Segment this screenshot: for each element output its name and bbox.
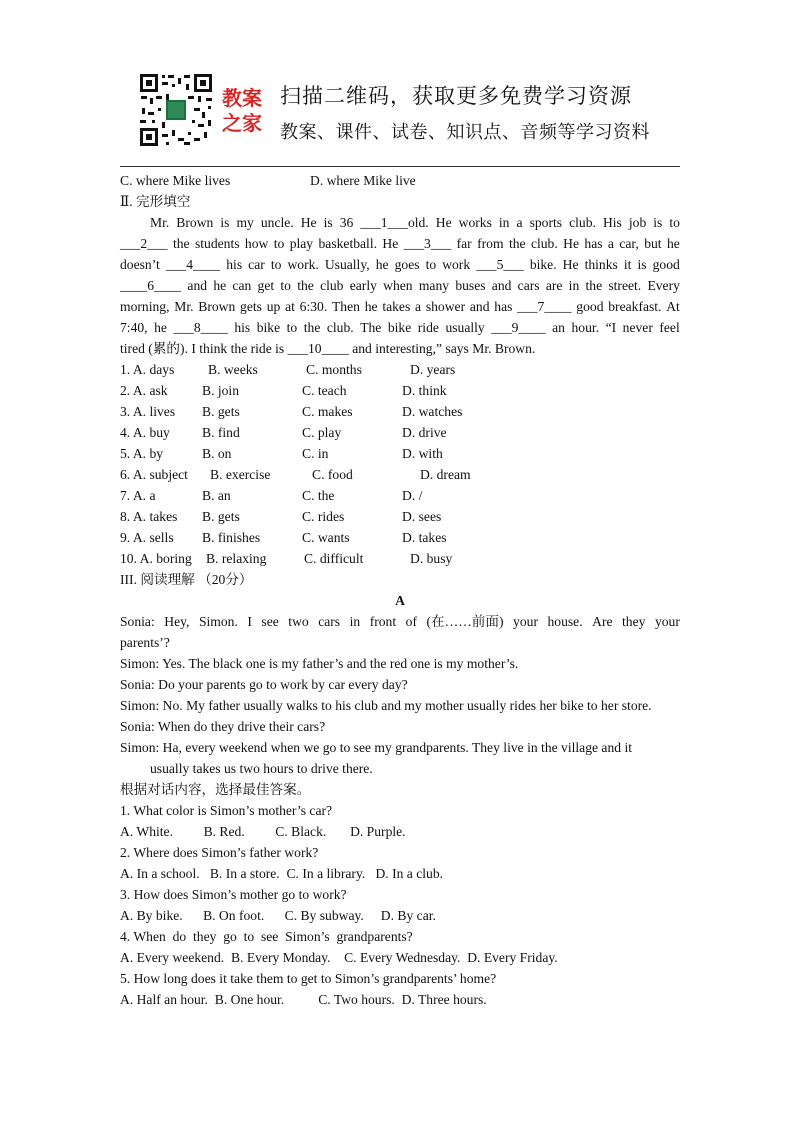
passage-word: car, — [619, 236, 639, 251]
brand-logo: 教案 之家 — [222, 86, 262, 135]
option-choice: 5. A. by — [120, 446, 164, 461]
passage-word: He — [382, 236, 399, 251]
option-choice: C. the — [302, 488, 335, 503]
passage-word: to — [273, 236, 285, 251]
option-choice: D. / — [402, 488, 423, 503]
question-answer-options: A. Half an hour. B. One hour. C. Two hours. D. Three hours. — [120, 992, 487, 1007]
passage-word: usually — [445, 320, 485, 335]
passage-word: in — [498, 215, 510, 230]
passage-word: get — [257, 278, 275, 293]
passage-word: club. — [530, 236, 558, 251]
passage-word: has — [584, 236, 603, 251]
cloze-option-row — [120, 548, 680, 569]
dialog-line: parents’? — [120, 635, 170, 650]
option-choice: C. food — [312, 467, 353, 482]
passage-word: club. — [569, 215, 596, 230]
passage-word: an — [552, 320, 565, 335]
dialog-word: your — [654, 614, 680, 629]
passage-word: works — [458, 215, 492, 230]
dialog-word: in — [349, 614, 361, 629]
option-choice: B. gets — [202, 404, 240, 419]
option-choice: 10. A. boring — [120, 551, 192, 566]
passage-word: club — [320, 278, 344, 293]
passage-word: a — [607, 236, 614, 251]
passage-word: hour. — [571, 320, 600, 335]
passage-word: sports — [529, 215, 563, 230]
option-choice: C. difficult — [304, 551, 364, 566]
option-choice: D. drive — [402, 425, 447, 440]
passage-word: breakfast. — [608, 299, 662, 314]
passage-word: uncle. — [260, 215, 294, 230]
passage-word: and — [491, 278, 512, 293]
passage-word: takes — [382, 299, 411, 314]
dialog-word: see — [261, 614, 279, 629]
option-choice: B. relaxing — [206, 551, 267, 566]
dialog-line-continuation: usually takes us two hours to drive there. — [150, 761, 373, 776]
passage-word: he — [154, 320, 167, 335]
cloze-option-row — [120, 359, 680, 380]
passage-word: ___3___ — [403, 236, 452, 251]
question-text: 1. What color is Simon’s mother’s car? — [120, 803, 333, 818]
cloze-passage — [120, 212, 680, 338]
option-choice: C. makes — [302, 404, 353, 419]
passage-word: work. — [287, 257, 319, 272]
option-choice: B. find — [202, 425, 240, 440]
passage-word: street. — [608, 278, 642, 293]
passage-word: ___4____ — [165, 257, 221, 272]
passage-word: ___7____ — [517, 299, 572, 314]
passage-word: far — [456, 236, 472, 251]
passage-word: students — [194, 236, 240, 251]
cloze-options-list — [120, 359, 680, 569]
passage-word: when — [383, 278, 413, 293]
passage-word: Mr. — [174, 299, 194, 314]
option-choice: 9. A. sells — [120, 530, 174, 545]
option-choice: 2. A. ask — [120, 383, 168, 398]
passage-word: how — [244, 236, 269, 251]
dialog-word: your — [513, 614, 538, 629]
passage-word: Usually, — [324, 257, 370, 272]
passage-word: morning, — [120, 299, 170, 314]
cloze-option-row — [120, 464, 680, 485]
passage-word: job — [628, 215, 647, 230]
passage-word: Then — [332, 299, 360, 314]
passage-word: early — [349, 278, 377, 293]
passage-word: basketball. — [318, 236, 378, 251]
passage-word: play — [289, 236, 314, 251]
passage-word: to — [669, 215, 680, 230]
option-choice: B. on — [202, 446, 232, 461]
passage-word: His — [602, 215, 622, 230]
option-choice: C. in — [302, 446, 329, 461]
option-choice: B. join — [202, 383, 240, 398]
passage-word: goes — [394, 257, 420, 272]
passage-word: a — [415, 299, 422, 314]
option-choice: D. with — [402, 446, 443, 461]
passage-word: bike. — [529, 257, 557, 272]
cloze-option-row — [120, 422, 680, 443]
option-choice: B. finishes — [202, 530, 261, 545]
option-choice: B. exercise — [210, 467, 271, 482]
passage-word: the — [585, 278, 603, 293]
passage-word: he — [364, 299, 378, 314]
passage-word: bike — [387, 320, 412, 335]
passage-word: the — [172, 236, 190, 251]
passage-word: He — [300, 215, 317, 230]
passage-word: ___1___old. — [360, 215, 429, 230]
passage-word: car — [248, 257, 265, 272]
option-choice: B. gets — [202, 509, 240, 524]
option-choice: C. wants — [302, 530, 350, 545]
passage-word: his — [234, 320, 251, 335]
cloze-option-row — [120, 401, 680, 422]
passage-word: good — [652, 257, 680, 272]
cloze-passage-line — [120, 254, 680, 275]
dialog-line: Simon: Ha, every weekend when we go to see my grandparents. They live in the village and it — [120, 740, 633, 755]
passage-word: cars — [517, 278, 540, 293]
dialog-word: house. — [547, 614, 583, 629]
dialog-word: front — [369, 614, 397, 629]
question-text: 2. Where does Simon’s father work? — [120, 845, 319, 860]
passage-word: at — [285, 299, 295, 314]
passage-word: is — [323, 215, 333, 230]
passage-word: is — [220, 215, 230, 230]
option-choice: 1. A. days — [120, 362, 175, 377]
passage-word: He — [562, 257, 579, 272]
cloze-passage-line — [120, 296, 680, 317]
passage-word: ____6____ — [120, 278, 182, 293]
passage-word: he — [375, 257, 389, 272]
option-choice: D. watches — [402, 404, 463, 419]
option-choice: D. sees — [402, 509, 442, 524]
section-title-cloze: Ⅱ. 完形填空 — [120, 194, 191, 209]
dialog-word: Simon. — [198, 614, 238, 629]
page-header — [138, 72, 678, 154]
question-text: 4. When do they go to see Simon’s grandparents? — [120, 929, 413, 944]
passage-word: he — [213, 278, 227, 293]
option-choice: 7. A. a — [120, 488, 156, 503]
cloze-option-row — [120, 380, 680, 401]
cloze-passage-line — [120, 212, 680, 233]
dialog-line: Sonia: When do they drive their cars? — [120, 719, 326, 734]
question-answer-options: A. By bike. B. On foot. C. By subway. D. By car. — [120, 908, 436, 923]
cloze-passage-line — [120, 233, 680, 254]
passage-word: from — [477, 236, 504, 251]
option-choice: 4. A. buy — [120, 425, 170, 440]
dialog-word: Hey, — [164, 614, 190, 629]
passage-word: 36 — [339, 215, 354, 230]
passage-word: shower — [425, 299, 466, 314]
cloze-passage-line — [120, 317, 680, 338]
passage-word: Brown — [176, 215, 214, 230]
option-choice: B. weeks — [208, 362, 258, 377]
option-choice: 8. A. takes — [120, 509, 178, 524]
cloze-option-row — [120, 443, 680, 464]
question-answer-options: A. Every weekend. B. Every Monday. C. Every Wednesday. D. Every Friday. — [120, 950, 558, 965]
passage-word: gets — [240, 299, 262, 314]
passage-word: ride — [417, 320, 439, 335]
passage-word: Every — [647, 278, 680, 293]
passage-word: it — [623, 257, 632, 272]
option-choice: D. takes — [402, 530, 447, 545]
passage-word: to — [286, 320, 298, 335]
passage-word: to — [425, 257, 437, 272]
passage-word: ___9____ — [491, 320, 546, 335]
passage-word: good — [576, 299, 604, 314]
passage-word: 7:40, — [120, 320, 148, 335]
dialog-lines — [120, 632, 680, 758]
passage-word: The — [360, 320, 382, 335]
passage-word: doesn’t — [120, 257, 160, 272]
passage-word: and — [469, 299, 490, 314]
option-choice: C. teach — [302, 383, 347, 398]
dialog-word: cars — [318, 614, 341, 629]
dialog-word: I — [247, 614, 252, 629]
passage-word: bike — [256, 320, 281, 335]
passage-word: up — [266, 299, 281, 314]
passage-word: the — [508, 236, 526, 251]
option-choice: B. an — [202, 488, 231, 503]
document-body — [120, 170, 680, 1010]
passage-word: buses — [455, 278, 486, 293]
dialog-word: of — [405, 614, 417, 629]
option-choice: D. dream — [420, 467, 471, 482]
question-answer-options: A. White. B. Red. C. Black. D. Purple. — [120, 824, 406, 839]
option-choice: D. years — [410, 362, 456, 377]
previous-question-options: C. where Mike lives D. where Mike live — [120, 173, 416, 188]
passage-word: a — [516, 215, 523, 230]
passage-word: feel — [659, 320, 680, 335]
passage-word: never — [622, 320, 653, 335]
dialog-word: Are — [592, 614, 613, 629]
dialog-word: they — [622, 614, 646, 629]
cloze-option-row — [120, 506, 680, 527]
qr-code-icon — [138, 72, 214, 148]
passage-word: club. — [326, 320, 354, 335]
cloze-passage-last-line: tired (累的). I think the ride is ___10____ and interesting,” says Mr. Brown. — [120, 341, 536, 356]
reading-part-label: A — [395, 593, 405, 608]
question-answer-options: A. In a school. B. In a store. C. In a library. D. In a club. — [120, 866, 444, 881]
passage-word: Brown — [198, 299, 236, 314]
question-text: 3. How does Simon’s mother go to work? — [120, 887, 347, 902]
passage-word: to — [280, 278, 291, 293]
dialog-word: two — [288, 614, 309, 629]
cloze-passage-line — [120, 275, 680, 296]
passage-word: 6:30. — [299, 299, 328, 314]
passage-word: can — [232, 278, 252, 293]
reading-instruction: 根据对话内容，选择最佳答案。 — [120, 782, 311, 797]
passage-word: the — [297, 278, 314, 293]
header-divider — [120, 166, 680, 167]
option-choice: D. think — [402, 383, 447, 398]
section-title-reading: III. 阅读理解 （20分） — [120, 572, 253, 587]
dialog-word: (在……前面) — [426, 614, 504, 629]
passage-word: He — [563, 236, 579, 251]
passage-word: has — [494, 299, 513, 314]
question-text: 5. How long does it take them to get to Simon’s grandparents’ home? — [120, 971, 497, 986]
passage-word: his — [226, 257, 243, 272]
passage-word: my — [236, 215, 254, 230]
passage-word: Mr. — [150, 215, 170, 230]
passage-word: ___8____ — [173, 320, 228, 335]
passage-word: the — [303, 320, 321, 335]
passage-word: in — [568, 278, 580, 293]
passage-word: but — [644, 236, 662, 251]
option-choice: 6. A. subject — [120, 467, 188, 482]
option-choice: 3. A. lives — [120, 404, 176, 419]
passage-word: “I — [605, 320, 617, 335]
passage-word: At — [666, 299, 680, 314]
dialog-line: Simon: Yes. The black one is my father’s and the red one is my mother’s. — [120, 656, 519, 671]
passage-word: He — [435, 215, 452, 230]
passage-word: and — [187, 278, 208, 293]
passage-word: are — [545, 278, 563, 293]
dialog-word: Sonia: — [120, 614, 155, 629]
dialog-line-first — [120, 611, 680, 632]
option-choice: C. months — [306, 362, 362, 377]
passage-word: many — [418, 278, 450, 293]
passage-word: ___5___ — [476, 257, 524, 272]
reading-questions — [120, 800, 680, 1010]
option-choice: C. play — [302, 425, 342, 440]
dialog-line: Sonia: Do your parents go to work by car every day? — [120, 677, 408, 692]
passage-word: ___2___ — [120, 236, 168, 251]
dialog-line: Simon: No. My father usually walks to his club and my mother usually rides her bike to her store. — [120, 698, 652, 713]
option-choice: D. busy — [410, 551, 453, 566]
header-tagline-primary: 扫描二维码，获取更多免费学习资源 — [280, 84, 632, 108]
passage-word: to — [270, 257, 282, 272]
passage-word: thinks — [584, 257, 618, 272]
passage-word: work — [442, 257, 471, 272]
passage-word: he — [666, 236, 680, 251]
passage-word: is — [653, 215, 663, 230]
option-choice: C. rides — [302, 509, 345, 524]
passage-word: is — [637, 257, 647, 272]
header-tagline-secondary: 教案、课件、试卷、知识点、音频等学习资料 — [280, 122, 650, 143]
cloze-option-row — [120, 527, 680, 548]
cloze-option-row — [120, 485, 680, 506]
